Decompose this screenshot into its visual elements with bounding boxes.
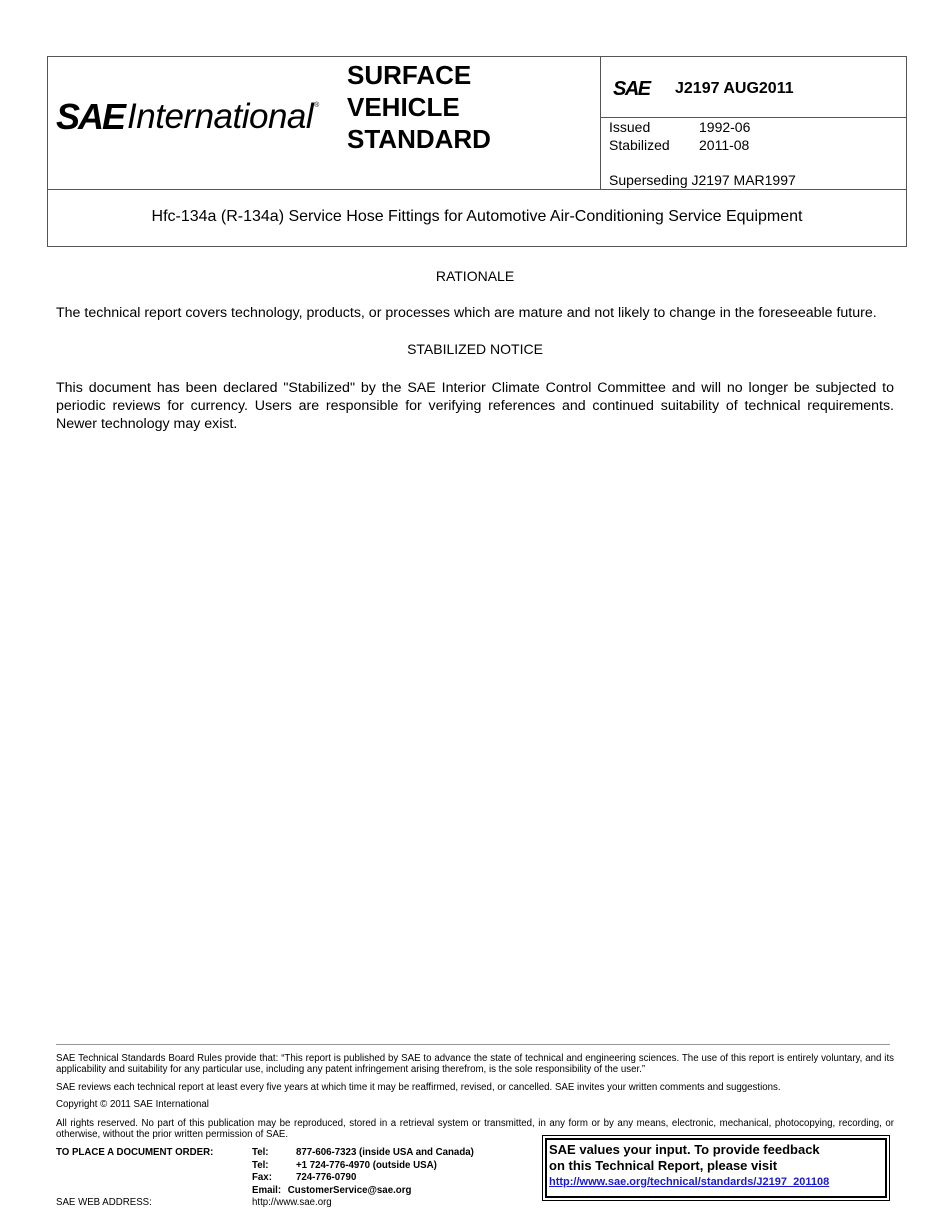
contact-labels [252, 1147, 272, 1185]
stabilized-notice-heading: STABILIZED NOTICE [407, 341, 543, 357]
standard-type-line: STANDARD [347, 124, 491, 154]
footer-divider [56, 1044, 890, 1045]
issued-label: Issued [609, 119, 651, 135]
logo-registered-mark: ® [314, 102, 320, 109]
web-address-label: SAE WEB ADDRESS: [56, 1197, 152, 1208]
standard-type-line: VEHICLE [347, 92, 460, 122]
tel1-label: Tel: [252, 1147, 269, 1158]
header-box [47, 56, 907, 247]
email-value[interactable]: CustomerService@sae.org [287, 1185, 412, 1196]
feedback-box [542, 1135, 890, 1201]
stabilized-notice-text: This document has been declared "Stabilized" by the SAE Interior Climate Control Committee and will no longer be subjected to periodic reviews for currency. Users are responsible for verifying references and continued suitability of technical requirements. Newer technology may exist. [56, 380, 894, 432]
sae-international-logo [56, 96, 320, 137]
web-address-value[interactable]: http://www.sae.org [252, 1197, 332, 1208]
standard-type [347, 59, 491, 155]
logo-sae-text: SAE [56, 96, 125, 137]
copyright-text: Copyright © 2011 SAE International [56, 1099, 209, 1110]
header-top-row [48, 57, 906, 190]
email-row [252, 1185, 411, 1198]
feedback-text [549, 1142, 820, 1174]
rationale-text: The technical report covers technology, products, or processes which are mature and not likely to change in the foreseeable future. [56, 305, 877, 321]
feedback-link[interactable]: http://www.sae.org/technical/standards/J2197_201108 [549, 1176, 830, 1188]
rights-text: All rights reserved. No part of this publication may be reproduced, stored in a retrieval system or transmitted, in any form or by any means, electronic, mechanical, photocopying, recording, or otherwise, without the prior written permission of SAE. [56, 1118, 894, 1140]
board-rules-text: SAE Technical Standards Board Rules provide that: “This report is published by SAE to advance the state of technical and engineering sciences. The use of this report is entirely voluntary, and its applicability and suitability for any particular use, including any patent infringement arising therefrom, is the sole responsibility of the user.” [56, 1053, 894, 1075]
order-label: TO PLACE A DOCUMENT ORDER: [56, 1147, 214, 1158]
sae-mini-logo: SAE [613, 78, 650, 100]
email-label: Email: [252, 1185, 282, 1196]
document-title: Hfc-134a (R-134a) Service Hose Fittings for Automotive Air-Conditioning Service Equipment [151, 208, 803, 225]
feedback-line-1: SAE values your input. To provide feedback [549, 1142, 820, 1157]
stabilized-row [609, 136, 749, 154]
tel2-value: +1 724-776-4970 (outside USA) [296, 1159, 437, 1171]
standard-type-line: SURFACE [347, 60, 472, 90]
feedback-line-2: on this Technical Report, please visit [549, 1158, 778, 1173]
rationale-heading: RATIONALE [435, 268, 515, 284]
logo-international-text: International [127, 97, 314, 136]
tel1-value: 877-606-7323 (inside USA and Canada) [296, 1147, 474, 1158]
document-number-cell [601, 57, 907, 118]
review-note-text: SAE reviews each technical report at least every five years at which time it may be reaffirmed, revised, or cancelled. SAE invites your written comments and suggestions. [56, 1082, 781, 1093]
contact-values [296, 1147, 474, 1185]
fax-value: 724-776-0790 [296, 1172, 357, 1183]
stabilized-value: 2011-08 [699, 137, 750, 153]
tel2-label: Tel: [252, 1159, 269, 1171]
issued-row [609, 118, 750, 136]
fax-label: Fax: [252, 1172, 272, 1183]
stabilized-label: Stabilized [609, 137, 670, 153]
document-info-panel [600, 57, 907, 189]
superseding-note: Superseding J2197 MAR1997 [609, 172, 796, 188]
document-number: J2197 AUG2011 [675, 80, 794, 97]
issued-value: 1992-06 [699, 119, 751, 135]
